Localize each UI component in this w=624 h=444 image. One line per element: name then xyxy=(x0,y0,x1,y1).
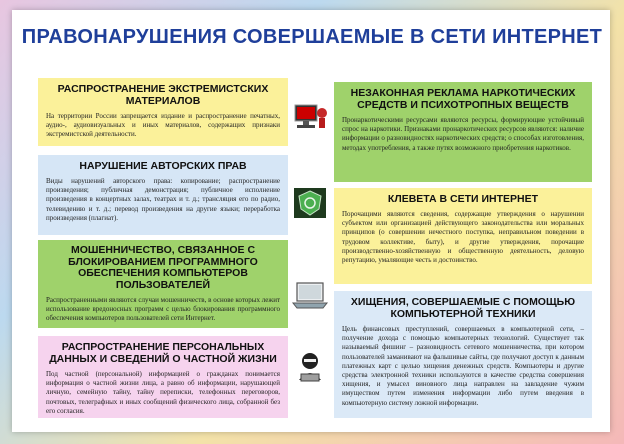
card-software-blocking-fraud xyxy=(38,240,288,328)
green-shield-icon xyxy=(290,186,330,220)
card-heading: РАСПРОСТРАНЕНИЕ ЭКСТРЕМИСТСКИХ МАТЕРИАЛОВ xyxy=(57,83,269,107)
card-heading: НЕЗАКОННАЯ РЕКЛАМА НАРКОТИЧЕСКИХ СРЕДСТВ И ПСИХОТРОПНЫХ ВЕЩЕСТВ xyxy=(350,87,576,111)
card-text: Порочащими являются сведения, содержащие утверждения о нарушении субъектом или организацией действующего законодательства или моральных принципов (о совершении нечестного поступка, неправильном поведении в трудовом коллективе, быту), и другие утверждения, порочащие производственно-хозяйственную и общественную деятельность, деловую репутацию, умаляющие честь и достоинство. xyxy=(342,210,584,265)
card-computer-theft xyxy=(334,291,592,418)
card-heading: КЛЕВЕТА В СЕТИ ИНТЕРНЕТ xyxy=(387,193,539,205)
card-text: Цель финансовых преступлений, совершаемых в компьютерной сети, – получение дохода с помощью компьютерных технологий. Существует так называемый фишинг – разновидность сетевого мошенничества, при котором пользователей заманивают на фальшивые сайты, где получают доступ к данным платежных карт с целью хищения денежных средств. Компьютеры и другие средства электронной техники используются в качестве средства совершения хищения, и умысел виновного лица направлен на завладение чужим имуществом путем изменения информации либо путем введения в компьютерную систему ложной информации. xyxy=(342,325,584,407)
card-extremist-materials xyxy=(38,78,288,146)
card-text: Пронаркотическими ресурсами являются ресурсы, формирующие устойчивый спрос на наркотики. Признаками пронаркотических ресурсов являются: наличие информации о разновидностях наркотических средств; о способах изготовления, методах употребления, а также путях возможного приобретения наркотиков. xyxy=(342,116,584,152)
card-text: На территории России запрещается издание и распространение печатных, аудио-, аудиовизуальных и иных материалов, содержащих признаки экстремистской деятельности. xyxy=(46,112,280,139)
card-text: Под частной (персональной) информацией о гражданах понимается информация о частной жизни лица, а равно об информации, нарушающей личную, семейную тайну, тайну переписки, телефонных переговоров, почтовых, телеграфных и иных сообщений физического лица, собранной без его согласия. xyxy=(46,370,280,415)
card-heading: ХИЩЕНИЯ, СОВЕРШАЕМЫЕ С ПОМОЩЬЮ КОМПЬЮТЕРНОЙ ТЕХНИКИ xyxy=(350,296,576,320)
laptop-icon xyxy=(290,278,330,312)
card-personal-data xyxy=(38,336,288,418)
card-defamation xyxy=(334,188,592,284)
hacker-computer-icon xyxy=(290,100,330,134)
page-title: ПРАВОНАРУШЕНИЯ СОВЕРШАЕМЫЕ В СЕТИ ИНТЕРНЕТ xyxy=(21,26,603,48)
card-heading: РАСПРОСТРАНЕНИЕ ПЕРСОНАЛЬНЫХ ДАННЫХ И СВЕДЕНИЙ О ЧАСТНОЙ ЖИЗНИ xyxy=(49,341,277,365)
card-copyright-violation xyxy=(38,155,288,235)
card-text: Распространенными являются случаи мошенничеств, в основе которых лежит использование вредоносных программ с целью блокирования программного обеспечения компьютеров пользователей сети Интернет. xyxy=(46,296,280,323)
card-text: Виды нарушений авторского права: копирование; распространение произведения; публичная демонстрация; публичное исполнение произведения в концертных залах, театрах и т. д.; трансляция его по радио, телевидению и т. д.; перевод произведения на другие языки; переработка произведения (плагиат). xyxy=(46,177,280,222)
card-drug-advertising xyxy=(334,82,592,182)
card-heading: НАРУШЕНИЕ АВТОРСКИХ ПРАВ xyxy=(79,160,247,172)
card-heading: МОШЕННИЧЕСТВО, СВЯЗАННОЕ С БЛОКИРОВАНИЕМ ПРОГРАММНОГО ОБЕСПЕЧЕНИЯ КОМПЬЮТЕРОВ ПОЛЬЗОВАТЕЛЕЙ xyxy=(68,244,258,291)
masked-hacker-icon xyxy=(290,350,330,384)
